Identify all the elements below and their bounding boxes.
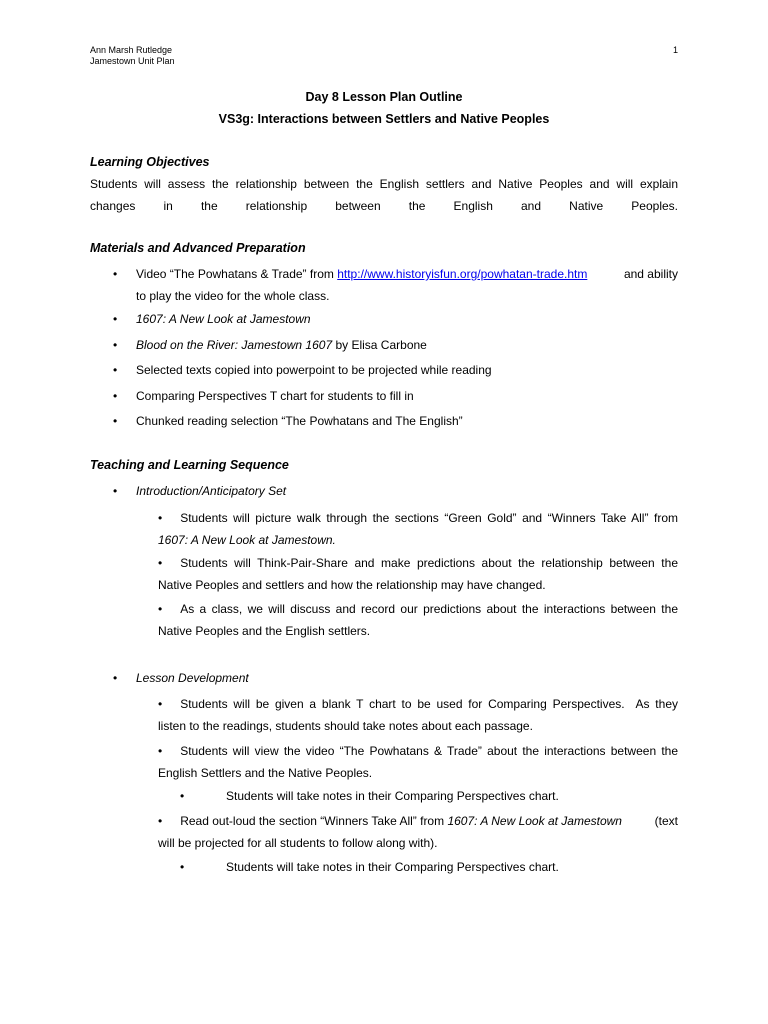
- book-author: by Elisa Carbone: [332, 338, 427, 352]
- item-line: 1607: A New Look at Jamestown.: [158, 533, 336, 547]
- item-line: • Students will Think-Pair-Share and make predictions about the relationship between the: [158, 556, 678, 570]
- list-item: [113, 667, 678, 689]
- list-item: [113, 385, 678, 407]
- bullet-icon: •: [113, 312, 118, 326]
- material-text: Comparing Perspectives T chart for students to fill in: [136, 389, 414, 403]
- materials-heading: Materials and Advanced Preparation: [90, 241, 306, 255]
- bullet-icon: •: [158, 556, 163, 570]
- bullet-icon: •: [113, 484, 118, 498]
- page-subtitle: VS3g: Interactions between Settlers and Native Peoples: [218, 112, 550, 126]
- list-item: [113, 410, 678, 432]
- author-name: Ann Marsh Rutledge: [90, 45, 173, 55]
- list-item: [113, 480, 678, 502]
- item-line: • Students will picture walk through the sections “Green Gold” and “Winners Take All” from: [158, 511, 678, 525]
- bullet-icon: •: [113, 671, 118, 685]
- bullet-icon: •: [113, 389, 118, 403]
- list-item: [113, 308, 678, 330]
- objectives-heading: Learning Objectives: [90, 155, 210, 169]
- list-item: [158, 598, 678, 642]
- item-line: Native Peoples and settlers and how the relationship may have changed.: [158, 578, 546, 592]
- materials-video-line: [136, 263, 678, 285]
- objectives-paragraph: [90, 173, 678, 217]
- bullet-icon: •: [158, 744, 163, 758]
- bullet-icon: •: [158, 511, 163, 525]
- item-line: • Read out-loud the section “Winners Take All” from 1607: A New Look at Jamestown (text: [158, 814, 678, 828]
- video-text-end: and ability: [623, 267, 678, 281]
- objectives-line: Students will assess the relationship between the English settlers and Native Peoples and will explain: [90, 177, 678, 191]
- bullet-icon: •: [158, 814, 163, 828]
- objectives-line: changes in the relationship between the English and Native Peoples.: [90, 199, 678, 213]
- bullet-icon: •: [113, 414, 118, 428]
- bullet-icon: •: [180, 789, 185, 803]
- page-title: Day 8 Lesson Plan Outline: [305, 90, 463, 104]
- book-title: 1607: A New Look at Jamestown: [447, 814, 622, 828]
- list-item: [180, 785, 678, 807]
- material-text: Selected texts copied into powerpoint to be projected while reading: [136, 363, 492, 377]
- bullet-icon: •: [113, 363, 118, 377]
- list-item: [158, 507, 678, 551]
- list-item: [158, 810, 678, 854]
- section-label: Lesson Development: [136, 671, 249, 685]
- book-title: 1607: A New Look at Jamestown: [136, 312, 311, 326]
- list-item: [158, 740, 678, 784]
- item-line: Students will take notes in their Comparing Perspectives chart.: [226, 789, 559, 803]
- materials-video-line2: to play the video for the whole class.: [136, 289, 330, 303]
- section-label: Introduction/Anticipatory Set: [136, 484, 287, 498]
- page-number: 1: [672, 45, 678, 55]
- bullet-icon: •: [113, 338, 118, 352]
- list-item: [113, 263, 678, 307]
- bullet-icon: •: [158, 697, 163, 711]
- list-item: [113, 359, 678, 381]
- video-text: Video “The Powhatans & Trade” from: [136, 267, 338, 281]
- item-line: • Students will be given a blank T chart to be used for Comparing Perspectives. As they: [158, 697, 678, 711]
- running-header: [90, 45, 175, 67]
- item-line: • As a class, we will discuss and record our predictions about the interactions between the: [158, 602, 678, 616]
- sequence-heading: Teaching and Learning Sequence: [90, 458, 289, 472]
- list-item: [180, 856, 678, 878]
- book-title: Blood on the River: Jamestown 1607: [136, 338, 333, 352]
- item-line: Native Peoples and the English settlers.: [158, 624, 371, 638]
- item-line: • Students will view the video “The Powhatans & Trade” about the interactions between the: [158, 744, 678, 758]
- list-item: [158, 693, 678, 737]
- item-line: listen to the readings, students should take notes about each passage.: [158, 719, 533, 733]
- bullet-icon: •: [158, 602, 163, 616]
- bullet-icon: •: [113, 267, 118, 281]
- item-line: will be projected for all students to follow along with).: [158, 836, 438, 850]
- unit-name: Jamestown Unit Plan: [90, 56, 175, 66]
- list-item: [113, 334, 678, 356]
- video-link[interactable]: http://www.historyisfun.org/powhatan-trade.htm: [337, 267, 588, 281]
- bullet-icon: •: [180, 860, 185, 874]
- list-item: [158, 552, 678, 596]
- material-text: Chunked reading selection “The Powhatans and The English”: [136, 414, 463, 428]
- item-line: Students will take notes in their Comparing Perspectives chart.: [226, 860, 559, 874]
- item-line: English Settlers and the Native Peoples.: [158, 766, 373, 780]
